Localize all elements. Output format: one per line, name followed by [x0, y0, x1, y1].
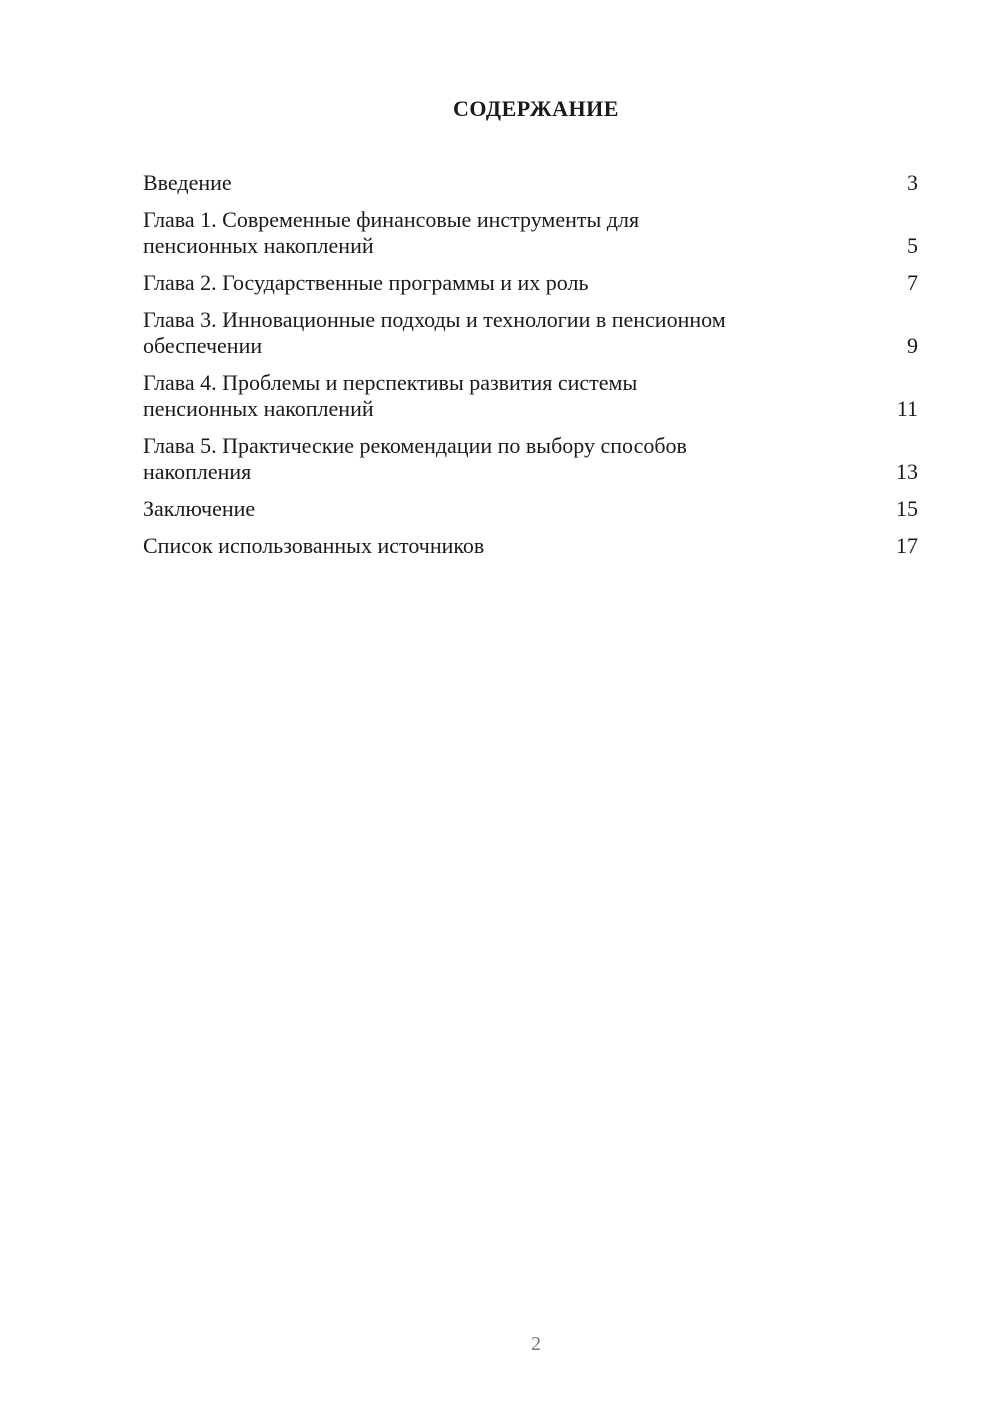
toc-entry-conclusion: [143, 496, 918, 522]
toc-entry-line: Глава 5. Практические рекомендации по выбору способов: [143, 433, 687, 458]
toc-entry-chapter-4: [143, 370, 918, 422]
toc-entry-title: [143, 496, 918, 522]
page-number: 2: [531, 1333, 541, 1355]
toc-entry-page: 3: [907, 170, 918, 195]
toc-entry-title: [143, 307, 918, 359]
toc-entry-line: пенсионных накоплений: [143, 396, 374, 421]
toc-entry-line: пенсионных накоплений: [143, 233, 374, 258]
toc-entry-page: 15: [896, 496, 918, 521]
toc-entry-line: Глава 2. Государственные программы и их роль: [143, 270, 589, 295]
toc-entry-line: Введение: [143, 170, 232, 195]
toc-entry-title: [143, 433, 918, 485]
toc-entry-title: [143, 170, 918, 196]
page-title: СОДЕРЖАНИЕ: [453, 96, 619, 121]
toc-entry-line: Список использованных источников: [143, 533, 485, 558]
toc-entry-chapter-2: [143, 270, 918, 296]
toc-entry-page: 9: [907, 333, 918, 358]
toc-entry-page: 17: [896, 533, 918, 558]
toc-entry-introduction: [143, 170, 918, 196]
toc-entry-line: Глава 4. Проблемы и перспективы развития системы: [143, 370, 638, 395]
toc-entry-chapter-3: [143, 307, 918, 359]
toc-entry-page: 11: [896, 396, 918, 421]
toc-entry-page: 13: [896, 459, 918, 484]
toc-entry-line: накопления: [143, 459, 252, 484]
toc-entry-line: Заключение: [143, 496, 256, 521]
table-of-contents: [143, 170, 918, 570]
toc-entry-chapter-5: [143, 433, 918, 485]
toc-entry-title: [143, 370, 918, 422]
toc-entry-references: [143, 533, 918, 559]
toc-entry-line: Глава 3. Инновационные подходы и технологии в пенсионном: [143, 307, 726, 332]
toc-entry-chapter-1: [143, 207, 918, 259]
toc-entry-page: 5: [907, 233, 918, 258]
toc-entry-title: [143, 533, 918, 559]
toc-entry-title: [143, 207, 918, 259]
toc-entry-line: обеспечении: [143, 333, 263, 358]
toc-entry-page: 7: [907, 270, 918, 295]
toc-entry-line: Глава 1. Современные финансовые инструменты для: [143, 207, 640, 232]
toc-entry-title: [143, 270, 918, 296]
